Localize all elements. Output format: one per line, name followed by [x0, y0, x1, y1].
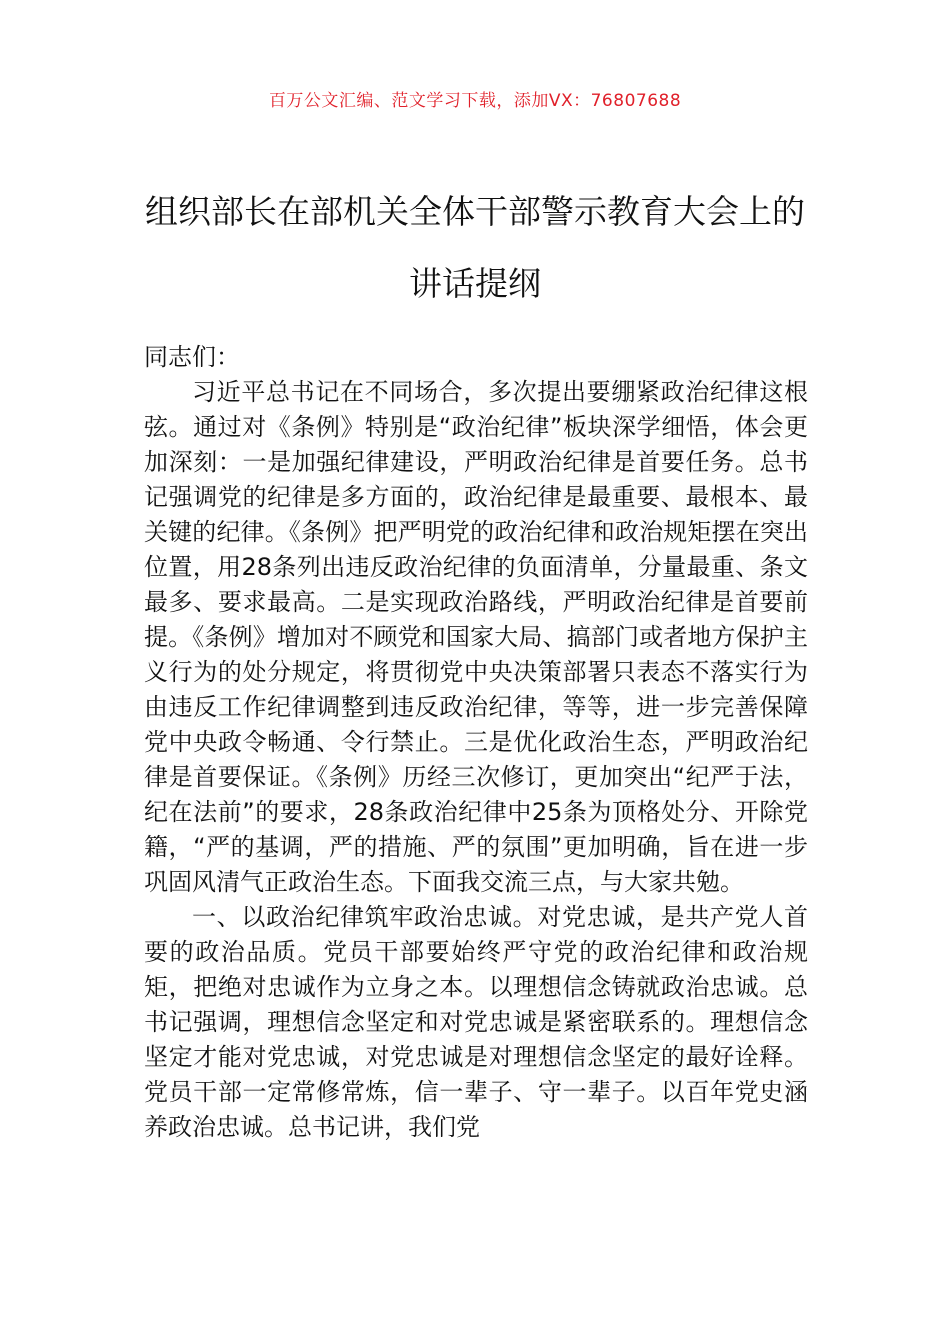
header-watermark-note: 百万公文汇编、范文学习下载，添加VX：76807688: [268, 91, 682, 111]
body-paragraph: 习近平总书记在不同场合，多次提出要绷紧政治纪律这根弦。通过对《条例》特别是“政治纪律”板块深学细悟，体会更加深刻：一是加强纪律建设，严明政治纪律是首要任务。总书记强调党的纪律是多方面的，政治纪律是最重要、最根本、最关键的纪律。《条例》把严明党的政治纪律和政治规矩摆在突出位置，用28条列出违反政治纪律的负面清单，分量最重、条文最多、要求最高。二是实现政治路线，严明政治纪律是首要前提。《条例》增加对不顾党和国家大局、搞部门或者地方保护主义行为的处分规定，将贯彻党中央决策部署只表态不落实行为由违反工作纪律调整到违反政治纪律，等等，进一步完善保障党中央政令畅通、令行禁止。三是优化政治生态，严明政治纪律是首要保证。《条例》历经三次修订，更加突出“纪严于法，纪在法前”的要求，28条政治纪律中25条为顶格处分、开除党籍，“严的基调，严的措施、严的氛围”更加明确，旨在进一步巩固风清气正政治生态。下面我交流三点，与大家共勉。: [144, 378, 808, 896]
body-paragraph: 一、以政治纪律筑牢政治忠诚。对党忠诚，是共产党人首要的政治品质。党员干部要始终严守党的政治纪律和政治规矩，把绝对忠诚作为立身之本。以理想信念铸就政治忠诚。总书记强调，理想信念坚定和对党忠诚是紧密联系的。理想信念坚定才能对党忠诚，对党忠诚是对理想信念坚定的最好诠释。党员干部一定常修常炼，信一辈子、守一辈子。以百年党史涵养政治忠诚。总书记讲，我们党: [144, 903, 808, 1141]
document-body: [144, 340, 808, 1145]
document-title: 组织部长在部机关全体干部警示教育大会上的讲话提纲: [145, 192, 805, 303]
salutation: 同志们：: [144, 343, 240, 371]
